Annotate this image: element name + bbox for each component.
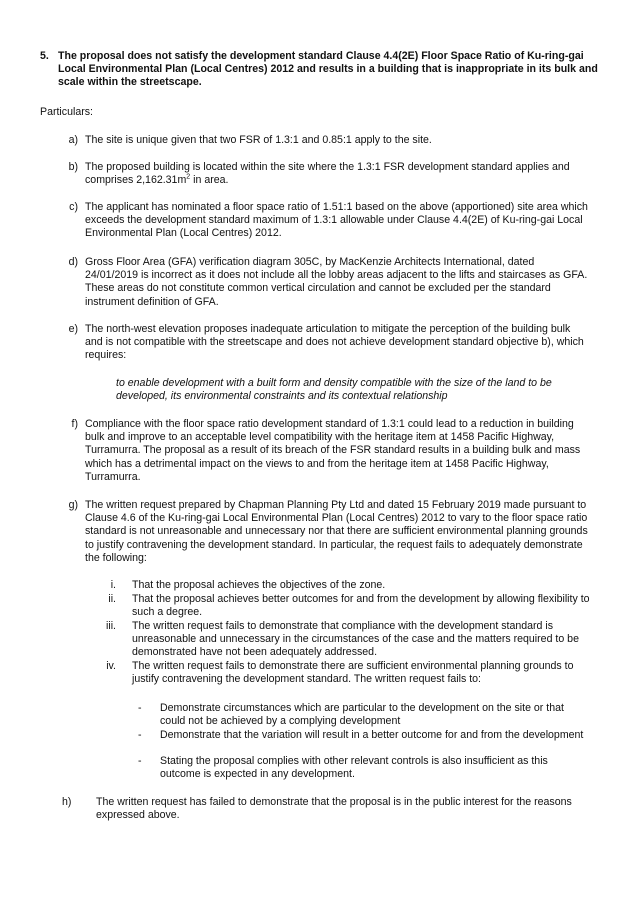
list-label: g): [68, 499, 78, 511]
list-label: e): [68, 323, 78, 335]
list-text: The site is unique given that two FSR of 1.3:1 and 0.85:1 apply to the site.: [85, 134, 432, 146]
particulars-label: Particulars:: [40, 106, 93, 118]
sublist-text: The written request fails to demonstrate that compliance with the development standard is unreasonable and unnecessary in the circumstances of the case and the matters required to be demonstrated have not been adequately addressed.: [132, 620, 579, 659]
dash-text: Demonstrate circumstances which are particular to the development on the site or that could not be achieved by a complying development: [160, 702, 564, 728]
sublist-label: iii.: [105, 620, 116, 632]
dash-bullet: -: [138, 702, 142, 714]
objective-quote: to enable development with a built form and density compatible with the size of the land to be developed, its environmental constraints and its contextual relationship: [116, 377, 552, 403]
list-text: The proposed building is located within the site where the 1.3:1 FSR development standard applies and comprises $2,162.31m^2$ in area.: [85, 161, 570, 187]
list-label: c): [69, 201, 78, 213]
dash-text: Stating the proposal complies with other relevant controls is also insufficient as this outcome is expected in any development.: [160, 755, 548, 781]
sublist-text: That the proposal achieves the objectives of the zone.: [132, 579, 386, 591]
sublist-label: ii.: [108, 593, 116, 605]
list-text: The written request prepared by Chapman Planning Pty Ltd and dated 15 February 2019 made pursuant to Clause 4.6 of the Ku-ring-gai Local Environmental Plan (Local Centres) 2012 to vary to the floor space ratio standard is not unreasonable and unnecessary nor that there are sufficient environmental planning grounds to justify contravening the development standard. In particular, the request fails to adequately demonstrate the following:: [85, 499, 588, 564]
superscript: 2: [186, 173, 191, 181]
list-label: d): [68, 256, 78, 268]
sublist-label: i.: [110, 579, 116, 591]
dash-text: Demonstrate that the variation will result in a better outcome for and from the development: [160, 729, 584, 741]
list-text: Compliance with the floor space ratio development standard of 1.3:1 could lead to a reduction in building bulk and improve to an acceptable level compatibility with the heritage item at 1458 Pacific Highway, Turramurra. The proposal as a result of its breach of the FSR standard results in a building bulk and mass which has a detrimental impact on the views to and from the heritage item at 1458 Pacific Highway, Turramurra.: [85, 418, 581, 483]
list-label: a): [68, 134, 78, 146]
section-number: 5.: [40, 50, 49, 62]
section-heading: [40, 50, 600, 90]
sublist-text: That the proposal achieves better outcomes for and from the development by allowing flexibility to such a degree.: [132, 593, 590, 619]
list-label: b): [68, 161, 78, 173]
list-label: f): [71, 418, 78, 430]
list-text: Gross Floor Area (GFA) verification diagram 305C, by MacKenzie Architects International, dated 24/01/2019 is incorrect as it does not include all the lobby areas adjacent to the lifts and staircases as GFA. These areas do not constitute common vertical circulation and cannot be excluded per the standard instrument definition of GFA.: [85, 256, 588, 308]
list-label: h): [62, 796, 72, 808]
list-text: The written request has failed to demonstrate that the proposal is in the public interest for the reasons expressed above.: [96, 796, 572, 822]
section-title: The proposal does not satisfy the development standard Clause 4.4(2E) Floor Space Ratio of Ku-ring-gai Local Environmental Plan (Local Centres) 2012 and results in a building that is inappropriate in its bulk and scale within the streetscape.: [58, 50, 598, 89]
list-text: The applicant has nominated a floor space ratio of 1.51:1 based on the above (apportioned) site area which exceeds the development standard maximum of 1.3:1 allowable under Clause 4.4(2E) of Ku-ring-gai Local Environmental Plan (Local Centres) 2012.: [85, 201, 588, 240]
dash-bullet: -: [138, 755, 142, 767]
sublist-label: iv.: [106, 660, 116, 672]
dash-bullet: -: [138, 729, 142, 741]
list-text: The north-west elevation proposes inadequate articulation to mitigate the perception of the building bulk and is not compatible with the streetscape and does not achieve development standard objective b), which requires:: [85, 323, 584, 362]
sublist-text: The written request fails to demonstrate there are sufficient environmental planning grounds to justify contravening the development standard. The written request fails to:: [132, 660, 574, 686]
